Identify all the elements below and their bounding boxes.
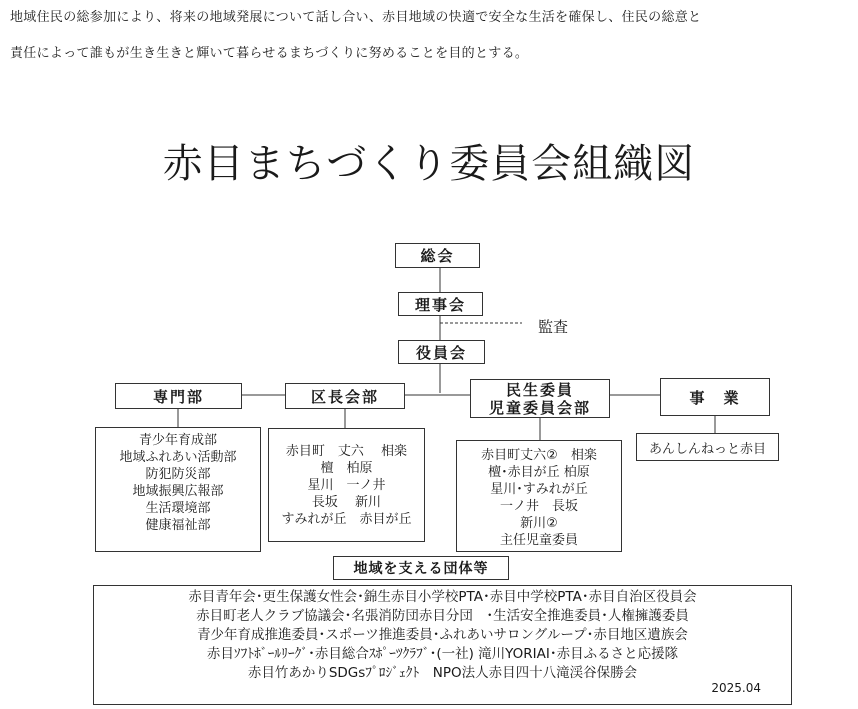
minsei-item: 主任児童委員 <box>499 533 578 548</box>
kuchokaibu-item: 長坂 新川 <box>311 495 382 510</box>
minsei-item: 新川② <box>520 516 558 531</box>
rijikai-box: 理事会 <box>398 292 483 316</box>
jigyou-box: 事 業 <box>660 378 770 416</box>
yakuinkai-box: 役員会 <box>398 340 485 364</box>
chart-title: 赤目まちづくり委員会組織図 <box>162 141 696 187</box>
jigyou-item-box: あんしんねっと赤目 <box>636 433 779 461</box>
kuchokaibu-item: 檀 柏原 <box>320 461 373 476</box>
kuchokaibu-item: 赤目町 丈六 相楽 <box>285 444 408 459</box>
kuchokaibu-item: すみれが丘 赤目が丘 <box>281 512 412 527</box>
support-groups-box <box>93 585 792 705</box>
senmonbu-box: 専門部 <box>115 383 242 409</box>
minsei-box <box>470 379 610 418</box>
intro-line-1: 地域住民の総参加により、将来の地域発展について話し合い、赤目地域の快適で安全な生活を確保し、住民の総意と <box>10 10 702 25</box>
senmonbu-item: 地域ふれあい活動部 <box>119 450 237 465</box>
revision-date: 2025.04 <box>711 681 761 695</box>
senmonbu-item: 防犯防災部 <box>145 467 211 482</box>
senmonbu-item: 地域振興広報部 <box>132 484 224 499</box>
intro-line-2: 責任によって誰もが生き生きと輝いて暮らせるまちづくりに努めることを目的とする。 <box>10 46 529 61</box>
support-row: 青少年育成推進委員･スポーツ推進委員･ふれあいサロングループ･赤目地区遺族会 <box>197 627 688 643</box>
support-row: 赤目ｿﾌﾄﾎﾞｰﾙﾘｰｸﾞ･赤目総合ｽﾎﾟｰﾂｸﾗﾌﾞ･(一社) 滝川YORIAI･赤目ふるさと応援隊 <box>206 646 679 662</box>
minsei-item: 檀･赤目が丘 柏原 <box>488 465 590 480</box>
minsei-item: 赤目町丈六② 相楽 <box>481 448 597 463</box>
minsei-item: 星川･すみれが丘 <box>490 482 588 497</box>
kuchokaibu-item: 星川 一ノ井 <box>307 478 386 493</box>
senmonbu-item: 健康福祉部 <box>145 518 211 533</box>
support-row: 赤目町老人クラブ協議会･名張消防団赤目分団 ･生活安全推進委員･人権擁護委員 <box>196 608 689 624</box>
support-row: 赤目青年会･更生保護女性会･錦生赤目小学校PTA･赤目中学校PTA･赤目自治区役員会 <box>188 589 697 605</box>
minsei-item: 一ノ井 長坂 <box>499 499 578 514</box>
kuchokaibu-box: 区長会部 <box>285 383 405 409</box>
minsei-line-1: 民生委員 <box>505 380 574 399</box>
senmonbu-item: 生活環境部 <box>145 501 211 516</box>
senmonbu-list <box>95 427 261 552</box>
senmonbu-item: 青少年育成部 <box>138 433 217 448</box>
kansa-label: 監査 <box>538 318 569 336</box>
soukai-box: 総会 <box>395 243 480 268</box>
minsei-list <box>456 440 622 552</box>
minsei-line-2: 児童委員会部 <box>488 398 591 417</box>
support-title-box: 地域を支える団体等 <box>333 556 509 580</box>
support-row: 赤目竹あかりSDGsﾌﾟﾛｼﾞｪｸﾄ NPO法人赤目四十八滝渓谷保勝会 <box>247 665 638 681</box>
kuchokaibu-list <box>268 428 425 542</box>
